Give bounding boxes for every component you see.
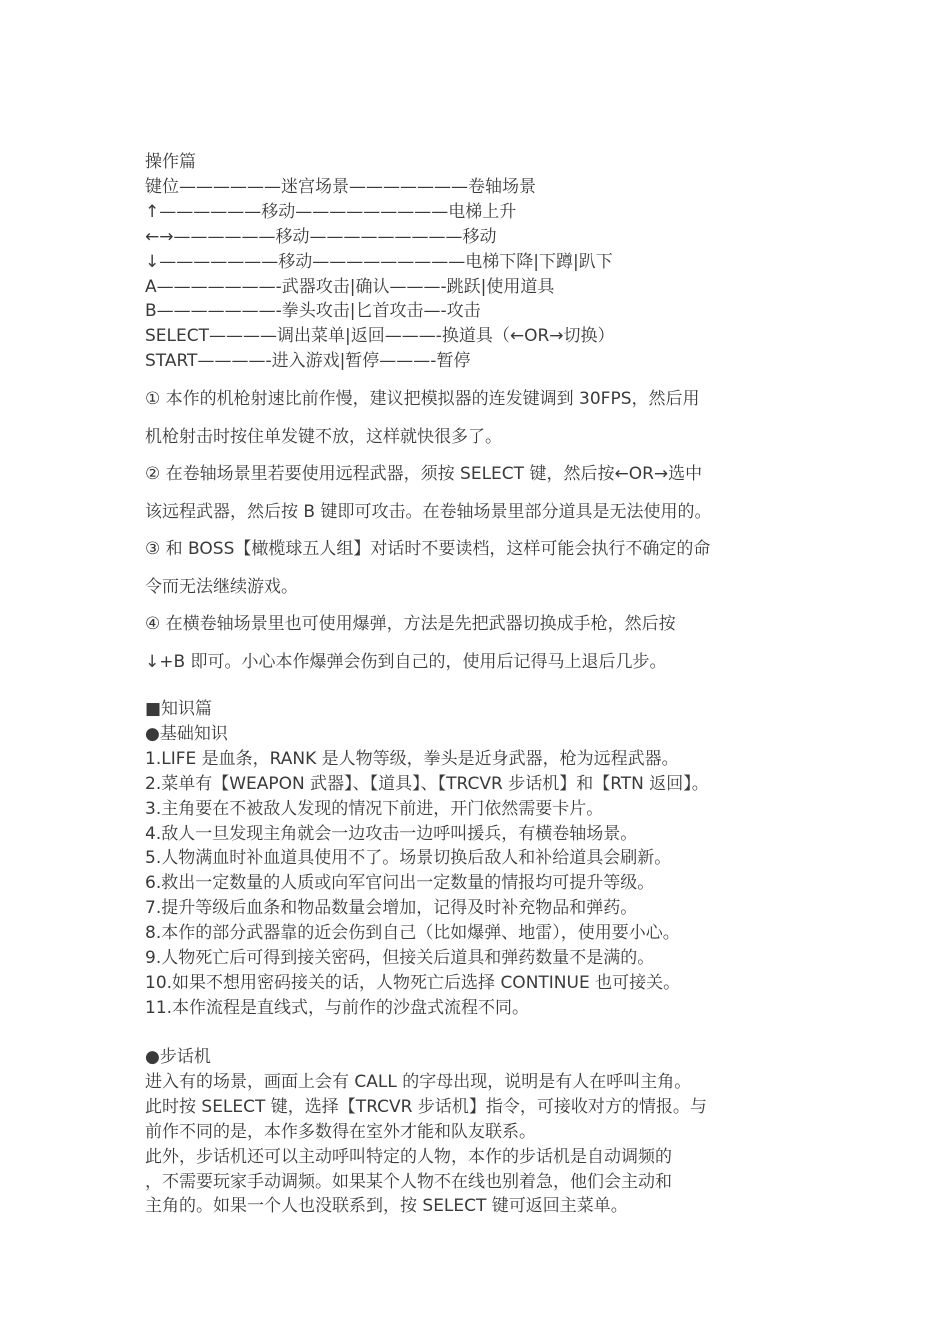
controls-line: ↓———————移动—————————电梯下降|下蹲|趴下 xyxy=(145,251,613,272)
walkie-line: 前作不同的是，本作多数得在室外才能和队友联系。 xyxy=(145,1121,536,1142)
knowledge-item: 4.敌人一旦发现主角就会一边攻击一边呼叫援兵，有横卷轴场景。 xyxy=(145,823,638,844)
knowledge-item: 2.菜单有【WEAPON 武器】、【道具】、【TRCVR 步话机】和【RTN 返回】。 xyxy=(145,773,709,794)
knowledge-item: 1.LIFE 是血条，RANK 是人物等级，拳头是近身武器，枪为远程武器。 xyxy=(145,748,679,769)
knowledge-item: 11.本作流程是直线式，与前作的沙盘式流程不同。 xyxy=(145,997,530,1018)
walkie-section xyxy=(145,1045,865,1219)
walkie-line: 此时按 SELECT 键，选择【TRCVR 步话机】指令，可接收对方的情报。与 xyxy=(145,1096,707,1117)
note-line: ③ 和 BOSS【橄榄球五人组】对话时不要读档，这样可能会执行不确定的命 xyxy=(145,539,711,559)
walkie-title: ●步话机 xyxy=(145,1047,211,1067)
note-line: ① 本作的机枪射速比前作慢，建议把模拟器的连发键调到 30FPS，然后用 xyxy=(145,389,700,409)
walkie-line: ，不需要玩家手动调频。如果某个人物不在线也别着急，他们会主动和 xyxy=(145,1171,672,1192)
controls-line: START————-进入游戏|暂停———-暂停 xyxy=(145,351,471,372)
controls-line: B———————-拳头攻击|匕首攻击—-攻击 xyxy=(145,301,481,322)
knowledge-item: 9.人物死亡后可得到接关密码，但接关后道具和弹药数量不是满的。 xyxy=(145,948,655,969)
note-line: 机枪射击时按住单发键不放，这样就快很多了。 xyxy=(145,426,502,447)
walkie-line: 进入有的场景，画面上会有 CALL 的字母出现，说明是有人在呼叫主角。 xyxy=(145,1071,692,1092)
controls-line: 键位——————迷宫场景———————卷轴场景 xyxy=(145,176,536,197)
controls-line: ←→——————移动—————————移动 xyxy=(145,226,497,247)
walkie-line: 主角的。如果一个人也没联系到，按 SELECT 键可返回主菜单。 xyxy=(145,1196,628,1217)
controls-title: 操作篇 xyxy=(145,152,196,172)
walkie-line: 此外，步话机还可以主动呼叫特定的人物，本作的步话机是自动调频的 xyxy=(145,1146,672,1167)
knowledge-item: 8.本作的部分武器靠的近会伤到自己（比如爆弹、地雷），使用要小心。 xyxy=(145,923,680,944)
note-line: ④ 在横卷轴场景里也可使用爆弹，方法是先把武器切换成手枪，然后按 xyxy=(145,614,676,634)
note-line: ② 在卷轴场景里若要使用远程武器，须按 SELECT 键，然后按←OR→选中 xyxy=(145,464,703,484)
controls-section xyxy=(145,150,865,374)
note-line: 令而无法继续游戏。 xyxy=(145,576,298,597)
knowledge-title: ■知识篇 xyxy=(145,699,213,719)
controls-line: A———————-武器攻击|确认———-跳跃|使用道具 xyxy=(145,276,555,297)
knowledge-item: 6.救出一定数量的人质或向军官问出一定数量的情报均可提升等级。 xyxy=(145,873,655,894)
notes-section xyxy=(145,381,865,681)
controls-line: SELECT————调出菜单|返回———-换道具（←OR→切换） xyxy=(145,326,615,347)
knowledge-section xyxy=(145,697,865,1021)
knowledge-item: 5.人物满血时补血道具使用不了。场景切换后敌人和补给道具会刷新。 xyxy=(145,848,672,869)
knowledge-item: 10.如果不想用密码接关的话，人物死亡后选择 CONTINUE 也可接关。 xyxy=(145,972,681,993)
knowledge-item: 3.主角要在不被敌人发现的情况下前进，开门依然需要卡片。 xyxy=(145,798,604,819)
knowledge-subtitle: ●基础知识 xyxy=(145,723,228,744)
controls-line: ↑——————移动—————————电梯上升 xyxy=(145,201,517,222)
note-line: ↓+B 即可。小心本作爆弹会伤到自己的，使用后记得马上退后几步。 xyxy=(145,651,667,672)
note-line: 该远程武器，然后按 B 键即可攻击。在卷轴场景里部分道具是无法使用的。 xyxy=(145,501,712,522)
knowledge-item: 7.提升等级后血条和物品数量会增加，记得及时补充物品和弹药。 xyxy=(145,898,638,919)
